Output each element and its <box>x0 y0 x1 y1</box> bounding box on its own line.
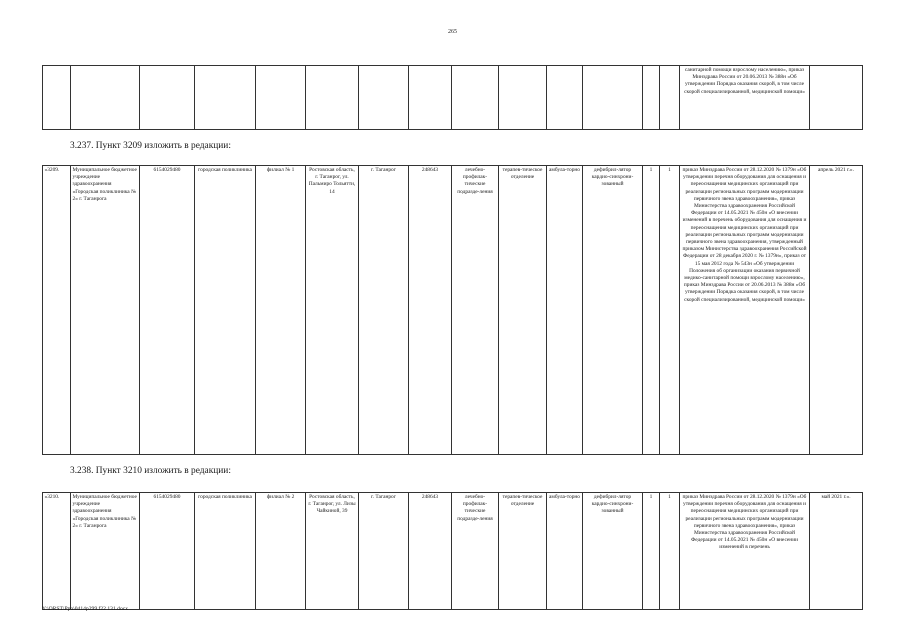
table-item-3209 <box>42 165 863 455</box>
cell-number: «3210. <box>43 493 71 610</box>
cell-care: амбула-торно <box>547 493 583 610</box>
cell-address: Ростовская область, г. Таганрог, ул. Лизы Чайкиной, 39 <box>306 493 359 610</box>
cell-equipment: дефибрил-лятор кардио-синхрони-зованный <box>583 493 643 610</box>
cell-branch: филиал № 1 <box>256 166 306 455</box>
section-heading-3210: 3.238. Пункт 3210 изложить в редакции: <box>70 466 231 476</box>
cell-inn: 6154029480 <box>140 166 195 455</box>
cell-address: Ростовская область, г. Таганрог, ул. Пальмиро Тольятти, 14 <box>306 166 359 455</box>
cell-organization: Муниципальное бюджетное учреждение здравоохранения «Городская поликлиника № 2» г. Таганрога <box>71 493 140 610</box>
page-number: 265 <box>448 29 457 35</box>
cell-code: 248643 <box>409 166 452 455</box>
cell-branch: филиал № 2 <box>256 493 306 610</box>
file-path-footer: Y:\ORST\Ppo\0414p299.f22 131.docx <box>42 606 129 612</box>
cell-department: терапев-тическое отделение <box>499 166 547 455</box>
cell-number: «3209. <box>43 166 71 455</box>
cell-code: 248643 <box>409 493 452 610</box>
cell-qty-1: 1 <box>643 166 660 455</box>
cell-qty-1: 1 <box>643 493 660 610</box>
cell-qty-2: 1 <box>660 166 680 455</box>
cell-city: г. Таганрог <box>359 166 409 455</box>
cell-basis: санитарной помощи взрослому населению», приказ Минздрава России от 20.06.2013 № 388н «Об утверждении Порядка оказания скорой, в том числе скорой специализированной, медицинской помощи» <box>680 66 810 130</box>
table-item-3210 <box>42 492 863 610</box>
table-row <box>43 166 863 455</box>
cell-type: городская поликлиника <box>195 493 256 610</box>
section-heading-3209: 3.237. Пункт 3209 изложить в редакции: <box>70 141 231 151</box>
cell-unit: лечебно-профилак-тические подразде-ления <box>452 166 499 455</box>
cell-qty-2: 1 <box>660 493 680 610</box>
cell-date: май 2021 г.». <box>810 493 863 610</box>
cell-basis: приказ Минздрава России от 28.12.2020 № 1379н «Об утверждении перечня оборудования для оснащения и переоснащения медицинских организаций при реализации региональных программ модернизации первичного звена здравоохранения», приказ Министерства здравоохранения Российской Федерации от 14.05.2021 № 450н «О внесении изменений в перечень оборудования для оснащения и переоснащения медицинских организаций при реализации региональных программ модернизации первичного звена здравоохранения, утвержденный приказом Министерства здравоохранения Российской Федерации от 28 декабря 2020 г. № 1379н», приказ от 15 мая 2012 года № 543н «Об утверждении Положения об организации оказания первичной медико-санитарной помощи взрослому населению», приказ Минздрава России от 20.06.2013 № 388н «Об утверждении Порядка оказания скорой, в том числе скорой специализированной, медицинской помощи» <box>680 166 810 455</box>
cell-equipment: дефибрил-лятор кардио-синхрони-зованный <box>583 166 643 455</box>
table-row <box>43 66 863 130</box>
cell-inn: 6154029480 <box>140 493 195 610</box>
cell-date: апрель 2021 г.». <box>810 166 863 455</box>
cell-basis: приказ Минздрава России от 28.12.2020 № 1379н «Об утверждении перечня оборудования для оснащения и переоснащения медицинских организаций при реализации региональных программ модернизации первичного звена здравоохранения», приказ Министерства здравоохранения Российской Федерации от 14.05.2021 № 450н «О внесении изменений в перечень <box>680 493 810 610</box>
table-continuation <box>42 65 863 130</box>
cell-unit: лечебно-профилак-тические подразде-ления <box>452 493 499 610</box>
table-row <box>43 493 863 610</box>
cell-care: амбула-торно <box>547 166 583 455</box>
cell-type: городская поликлиника <box>195 166 256 455</box>
cell-city: г. Таганрог <box>359 493 409 610</box>
cell-organization: Муниципальное бюджетное учреждение здравоохранения «Городская поликлиника № 2» г. Таганрога <box>71 166 140 455</box>
cell-department: терапев-тическое отделение <box>499 493 547 610</box>
